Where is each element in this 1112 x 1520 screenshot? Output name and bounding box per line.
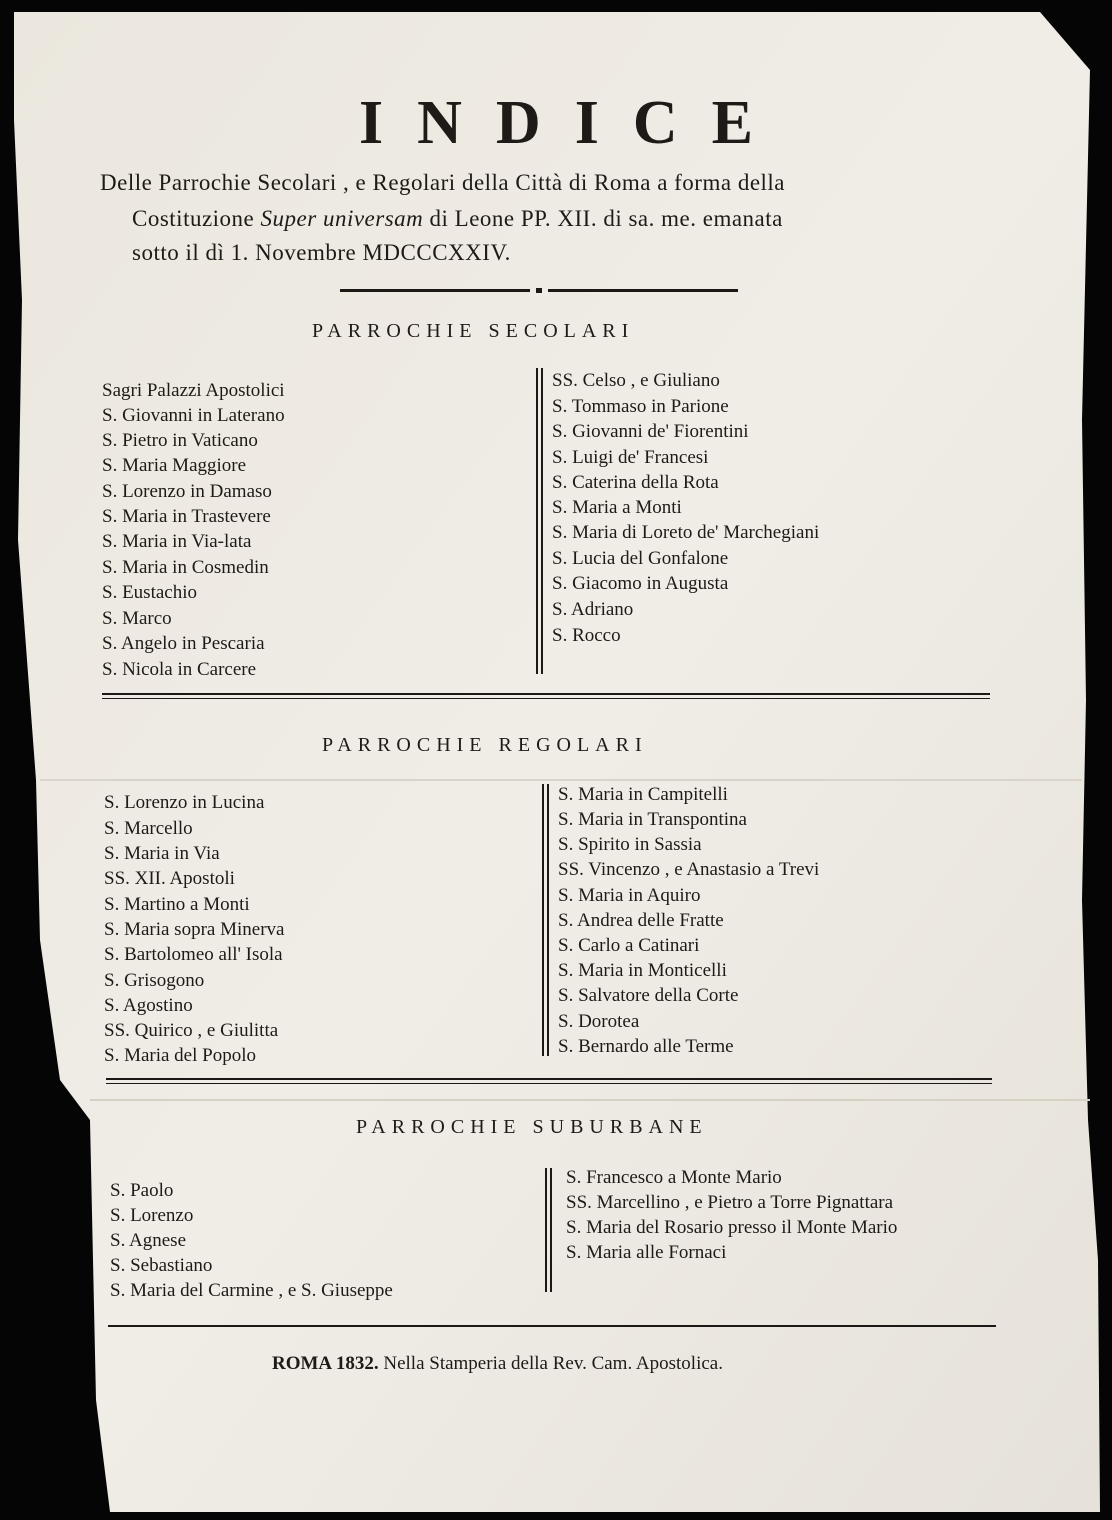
list-item: S. Giovanni in Laterano	[102, 405, 285, 426]
section-heading-secolari: PARROCHIE SECOLARI	[312, 320, 635, 342]
subtitle-line-2: Costituzione Super universam di Leone PP. XII. di sa. me. emanata	[132, 206, 783, 231]
list-item: S. Lorenzo in Lucina	[104, 792, 265, 813]
list-item: S. Lucia del Gonfalone	[552, 548, 729, 569]
list-item: S. Marcello	[104, 818, 193, 839]
ornament-rule-right	[548, 289, 738, 292]
list-item: S. Maria in Transpontina	[558, 809, 747, 830]
list-item: S. Bernardo alle Terme	[558, 1036, 734, 1057]
section-rule	[102, 698, 990, 699]
list-item: S. Maria del Popolo	[104, 1045, 256, 1066]
list-item: S. Agostino	[104, 995, 193, 1016]
section-rule	[106, 1083, 992, 1084]
list-item: S. Caterina della Rota	[552, 472, 719, 493]
list-item: S. Maria alle Fornaci	[566, 1242, 727, 1263]
list-item: S. Maria in Trastevere	[102, 506, 271, 527]
column-divider	[547, 784, 549, 1056]
list-item: S. Rocco	[552, 625, 621, 646]
imprint-line: ROMA 1832. Nella Stamperia della Rev. Cam. Apostolica.	[272, 1353, 723, 1374]
list-item: SS. Quirico , e Giulitta	[104, 1020, 279, 1041]
list-item: S. Maria in Via-lata	[102, 531, 252, 552]
list-item: S. Eustachio	[102, 582, 197, 603]
list-item: S. Spirito in Sassia	[558, 834, 702, 855]
list-item: S. Maria in Campitelli	[558, 784, 728, 805]
list-item: S. Paolo	[110, 1180, 174, 1201]
list-item: S. Maria in Via	[104, 843, 220, 864]
list-item: S. Maria Maggiore	[102, 455, 247, 476]
list-item: S. Francesco a Monte Mario	[566, 1167, 782, 1188]
list-item: SS. Vincenzo , e Anastasio a Trevi	[558, 859, 820, 880]
list-item: S. Maria del Rosario presso il Monte Mario	[566, 1217, 898, 1238]
ornament-rule-dot	[536, 288, 542, 293]
column-divider	[545, 1168, 547, 1292]
list-item: SS. Marcellino , e Pietro a Torre Pignattara	[566, 1192, 894, 1213]
subtitle-line-1: Delle Parrochie Secolari , e Regolari della Città di Roma a forma della	[100, 170, 786, 195]
column-divider	[542, 784, 544, 1056]
list-item: Sagri Palazzi Apostolici	[102, 380, 285, 401]
list-item: S. Adriano	[552, 599, 634, 620]
list-item: S. Lorenzo	[110, 1205, 194, 1226]
list-item: S. Tommaso in Parione	[552, 396, 729, 417]
list-item: S. Lorenzo in Damaso	[102, 481, 272, 502]
list-item: SS. XII. Apostoli	[104, 868, 235, 889]
list-item: S. Giovanni de' Fiorentini	[552, 421, 749, 442]
section-heading-regolari: PARROCHIE REGOLARI	[322, 734, 648, 756]
subtitle-line-3: sotto il dì 1. Novembre MDCCCXXIV.	[132, 240, 511, 265]
list-item: S. Luigi de' Francesi	[552, 447, 709, 468]
section-rule	[106, 1078, 992, 1080]
list-item: S. Maria a Monti	[552, 497, 682, 518]
column-divider	[536, 368, 538, 674]
section-rule	[108, 1325, 996, 1327]
list-item: S. Marco	[102, 608, 172, 629]
list-item: S. Maria in Cosmedin	[102, 557, 269, 578]
section-heading-suburbane: PARROCHIE SUBURBANE	[356, 1116, 708, 1138]
ornament-rule-left	[340, 289, 530, 292]
list-item: S. Nicola in Carcere	[102, 659, 257, 680]
column-divider	[541, 368, 543, 674]
list-item: S. Grisogono	[104, 970, 205, 991]
list-item: S. Salvatore della Corte	[558, 985, 739, 1006]
list-item: S. Sebastiano	[110, 1255, 213, 1276]
list-item: S. Pietro in Vaticano	[102, 430, 258, 451]
list-item: S. Angelo in Pescaria	[102, 633, 265, 654]
list-item: S. Giacomo in Augusta	[552, 573, 729, 594]
list-item: S. Maria in Monticelli	[558, 960, 727, 981]
list-item: S. Dorotea	[558, 1011, 640, 1032]
list-item: S. Maria sopra Minerva	[104, 919, 285, 940]
list-item: S. Andrea delle Fratte	[558, 910, 724, 931]
list-item: S. Agnese	[110, 1230, 186, 1251]
list-item: S. Bartolomeo all' Isola	[104, 944, 283, 965]
list-item: SS. Celso , e Giuliano	[552, 370, 720, 391]
document-title: INDICE	[359, 89, 787, 157]
list-item: S. Carlo a Catinari	[558, 935, 700, 956]
list-item: S. Maria del Carmine , e S. Giuseppe	[110, 1280, 393, 1301]
section-rule	[102, 693, 990, 695]
column-divider	[550, 1168, 552, 1292]
list-item: S. Maria di Loreto de' Marchegiani	[552, 522, 820, 543]
list-item: S. Maria in Aquiro	[558, 885, 701, 906]
list-item: S. Martino a Monti	[104, 894, 250, 915]
